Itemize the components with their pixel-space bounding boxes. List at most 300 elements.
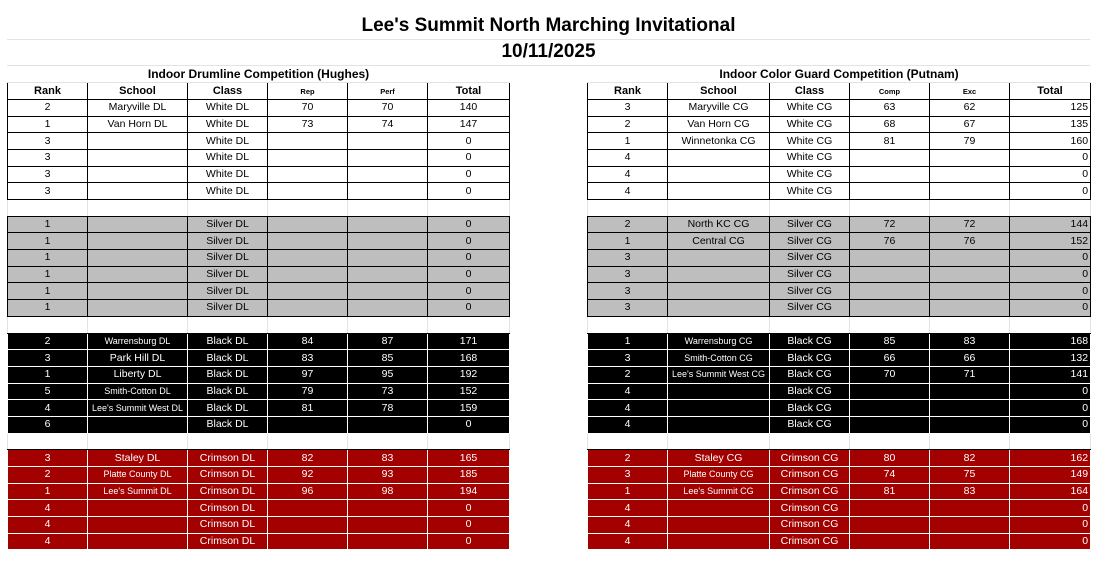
cell-s2 <box>348 183 428 200</box>
cell-s1 <box>268 133 348 150</box>
cell-s2 <box>348 533 428 550</box>
cell-total: 0 <box>428 416 510 433</box>
cell-s2 <box>930 500 1010 517</box>
table-row <box>8 333 510 350</box>
cell-s2 <box>930 533 1010 550</box>
cell-s1: 96 <box>268 483 348 500</box>
cell-class: Crimson CG <box>770 517 850 534</box>
cell-school: Lee's Summit West DL <box>88 400 188 417</box>
cell-school: Smith-Cotton DL <box>88 383 188 400</box>
table-row <box>588 133 1091 150</box>
cell-total: 0 <box>428 149 510 166</box>
cell-class: Silver CG <box>770 250 850 267</box>
cell-school: Warrensburg CG <box>668 333 770 350</box>
cell-rank: 3 <box>8 149 88 166</box>
cell-s1 <box>850 500 930 517</box>
cell-total: 141 <box>1010 366 1091 383</box>
cell-s2 <box>930 400 1010 417</box>
cell-rank: 1 <box>8 250 88 267</box>
cell-s1: 82 <box>268 450 348 467</box>
spacer-row <box>588 200 1091 217</box>
cell-s1: 70 <box>268 99 348 116</box>
table-row <box>588 283 1091 300</box>
cell-total: 0 <box>1010 300 1091 317</box>
cell-rank: 4 <box>8 500 88 517</box>
table-row <box>8 99 510 116</box>
spacer-row <box>8 433 510 450</box>
cell-total: 162 <box>1010 450 1091 467</box>
cell-s2 <box>930 517 1010 534</box>
cell-class: Silver CG <box>770 216 850 233</box>
cell-rank: 2 <box>8 467 88 484</box>
cell-total: 171 <box>428 333 510 350</box>
table-row <box>588 233 1091 250</box>
cell-school <box>668 533 770 550</box>
cell-school <box>88 266 188 283</box>
cell-s1: 72 <box>850 216 930 233</box>
cell-total: 0 <box>1010 416 1091 433</box>
cell-rank: 3 <box>8 183 88 200</box>
cell-total: 165 <box>428 450 510 467</box>
cell-rank: 4 <box>8 533 88 550</box>
cell-s2: 78 <box>348 400 428 417</box>
cell-rank: 2 <box>588 216 668 233</box>
cell-total: 0 <box>1010 250 1091 267</box>
cell-s1 <box>268 149 348 166</box>
cell-total: 0 <box>1010 500 1091 517</box>
cell-total: 144 <box>1010 216 1091 233</box>
table-row <box>588 533 1091 550</box>
cell-s2: 83 <box>930 333 1010 350</box>
cell-s1 <box>850 400 930 417</box>
cell-class: Crimson CG <box>770 450 850 467</box>
cell-total: 168 <box>1010 333 1091 350</box>
cell-s1 <box>850 533 930 550</box>
cell-s1: 83 <box>268 350 348 367</box>
table-row <box>8 416 510 433</box>
cell-s1 <box>850 183 930 200</box>
cell-s1 <box>268 216 348 233</box>
column-header-s2: Exc <box>930 83 1010 100</box>
cell-total: 164 <box>1010 483 1091 500</box>
cell-rank: 1 <box>8 216 88 233</box>
cell-total: 0 <box>1010 166 1091 183</box>
table-row <box>8 300 510 317</box>
cell-s2 <box>348 149 428 166</box>
cell-school <box>88 300 188 317</box>
cell-school <box>668 383 770 400</box>
cell-total: 0 <box>1010 283 1091 300</box>
cell-s1: 74 <box>850 467 930 484</box>
cell-rank: 3 <box>588 99 668 116</box>
cell-class: Crimson CG <box>770 483 850 500</box>
cell-rank: 5 <box>8 383 88 400</box>
cell-class: Silver CG <box>770 300 850 317</box>
table-row <box>588 350 1091 367</box>
cell-class: White DL <box>188 133 268 150</box>
cell-school: Staley DL <box>88 450 188 467</box>
cell-class: Crimson CG <box>770 533 850 550</box>
cell-rank: 4 <box>588 500 668 517</box>
cell-s2: 62 <box>930 99 1010 116</box>
column-header-s1: Comp <box>850 83 930 100</box>
table-row <box>8 350 510 367</box>
table-row <box>588 416 1091 433</box>
table-row <box>8 183 510 200</box>
table-row <box>8 366 510 383</box>
cell-total: 0 <box>428 233 510 250</box>
cell-s2 <box>348 500 428 517</box>
cell-s1: 66 <box>850 350 930 367</box>
cell-rank: 4 <box>588 166 668 183</box>
table-row <box>588 450 1091 467</box>
cell-rank: 3 <box>588 350 668 367</box>
cell-class: Silver DL <box>188 300 268 317</box>
cell-school <box>668 250 770 267</box>
cell-rank: 1 <box>8 366 88 383</box>
cell-rank: 1 <box>588 233 668 250</box>
cell-s2 <box>930 416 1010 433</box>
cell-school <box>88 416 188 433</box>
cell-s2 <box>930 183 1010 200</box>
cell-school <box>88 517 188 534</box>
table-row <box>8 250 510 267</box>
cell-s1 <box>268 183 348 200</box>
cell-s1: 76 <box>850 233 930 250</box>
cell-class: Crimson DL <box>188 517 268 534</box>
table-row <box>8 149 510 166</box>
page-title: Lee's Summit North Marching Invitational <box>7 13 1090 40</box>
cell-school: Lee's Summit CG <box>668 483 770 500</box>
column-header-school: School <box>88 83 188 100</box>
cell-s1 <box>850 266 930 283</box>
drumline-table <box>7 66 510 550</box>
cell-class: White DL <box>188 166 268 183</box>
cell-total: 0 <box>1010 266 1091 283</box>
cell-s1 <box>268 517 348 534</box>
table-row <box>8 383 510 400</box>
cell-rank: 4 <box>588 383 668 400</box>
cell-class: Black CG <box>770 333 850 350</box>
cell-rank: 1 <box>588 133 668 150</box>
column-header-s1: Rep <box>268 83 348 100</box>
cell-class: Black CG <box>770 366 850 383</box>
cell-total: 149 <box>1010 467 1091 484</box>
cell-s2: 74 <box>348 116 428 133</box>
cell-school <box>88 133 188 150</box>
cell-s1 <box>268 233 348 250</box>
table-row <box>8 266 510 283</box>
cell-s2 <box>348 250 428 267</box>
cell-school <box>668 416 770 433</box>
cell-class: White CG <box>770 183 850 200</box>
table-row <box>8 500 510 517</box>
table-row <box>588 116 1091 133</box>
cell-s1 <box>850 517 930 534</box>
cell-total: 194 <box>428 483 510 500</box>
cell-s2 <box>348 233 428 250</box>
cell-class: White CG <box>770 149 850 166</box>
cell-rank: 3 <box>588 266 668 283</box>
cell-rank: 4 <box>8 400 88 417</box>
cell-s2: 95 <box>348 366 428 383</box>
cell-rank: 1 <box>8 233 88 250</box>
cell-total: 160 <box>1010 133 1091 150</box>
cell-school <box>88 183 188 200</box>
cell-s2: 76 <box>930 233 1010 250</box>
cell-class: Black DL <box>188 366 268 383</box>
table-row <box>8 116 510 133</box>
cell-rank: 1 <box>8 266 88 283</box>
table-row <box>588 483 1091 500</box>
cell-class: White DL <box>188 99 268 116</box>
table-row <box>588 500 1091 517</box>
cell-rank: 1 <box>8 116 88 133</box>
cell-total: 0 <box>1010 400 1091 417</box>
cell-s1 <box>850 283 930 300</box>
cell-class: Black DL <box>188 333 268 350</box>
cell-rank: 1 <box>588 483 668 500</box>
colorguard-table <box>587 66 1091 550</box>
cell-school <box>668 166 770 183</box>
cell-s2 <box>930 283 1010 300</box>
cell-s2 <box>348 283 428 300</box>
cell-class: Silver CG <box>770 266 850 283</box>
cell-s2 <box>348 416 428 433</box>
cell-class: Silver DL <box>188 233 268 250</box>
cell-rank: 4 <box>588 416 668 433</box>
cell-s1: 80 <box>850 450 930 467</box>
cell-class: Black CG <box>770 350 850 367</box>
cell-school: Van Horn CG <box>668 116 770 133</box>
cell-total: 0 <box>1010 149 1091 166</box>
cell-class: Black CG <box>770 400 850 417</box>
cell-s1 <box>268 283 348 300</box>
cell-s1 <box>268 266 348 283</box>
cell-class: Silver CG <box>770 283 850 300</box>
table-row <box>8 517 510 534</box>
spacer-row <box>588 433 1091 450</box>
cell-s2 <box>930 149 1010 166</box>
cell-class: White DL <box>188 183 268 200</box>
cell-school <box>668 266 770 283</box>
cell-rank: 4 <box>8 517 88 534</box>
cell-total: 125 <box>1010 99 1091 116</box>
cell-school <box>88 233 188 250</box>
table-row <box>588 266 1091 283</box>
cell-s1 <box>850 383 930 400</box>
cell-school: Maryville DL <box>88 99 188 116</box>
cell-s1 <box>850 250 930 267</box>
cell-s1: 81 <box>268 400 348 417</box>
table-row <box>588 300 1091 317</box>
cell-rank: 4 <box>588 149 668 166</box>
cell-s1 <box>850 300 930 317</box>
cell-total: 0 <box>428 283 510 300</box>
cell-total: 0 <box>428 500 510 517</box>
cell-s2: 70 <box>348 99 428 116</box>
cell-school: Winnetonka CG <box>668 133 770 150</box>
cell-rank: 3 <box>588 300 668 317</box>
cell-s1: 81 <box>850 133 930 150</box>
cell-s2: 83 <box>348 450 428 467</box>
cell-school <box>88 250 188 267</box>
cell-s1: 73 <box>268 116 348 133</box>
cell-class: Crimson DL <box>188 500 268 517</box>
cell-school <box>88 533 188 550</box>
cell-s2: 72 <box>930 216 1010 233</box>
cell-s2: 98 <box>348 483 428 500</box>
cell-rank: 4 <box>588 517 668 534</box>
cell-rank: 2 <box>588 116 668 133</box>
cell-s2: 83 <box>930 483 1010 500</box>
table-row <box>8 483 510 500</box>
cell-school: Maryville CG <box>668 99 770 116</box>
spacer-row <box>8 316 510 333</box>
cell-total: 0 <box>428 183 510 200</box>
cell-s2: 82 <box>930 450 1010 467</box>
cell-school: Central CG <box>668 233 770 250</box>
cell-class: Black CG <box>770 416 850 433</box>
cell-s1: 84 <box>268 333 348 350</box>
cell-class: Black DL <box>188 350 268 367</box>
cell-class: Crimson DL <box>188 467 268 484</box>
cell-school <box>88 149 188 166</box>
section-heading: Indoor Drumline Competition (Hughes) <box>8 66 510 83</box>
table-row <box>588 383 1091 400</box>
cell-school: Van Horn DL <box>88 116 188 133</box>
cell-class: Silver DL <box>188 216 268 233</box>
cell-total: 0 <box>428 166 510 183</box>
cell-class: Crimson DL <box>188 533 268 550</box>
cell-school <box>88 216 188 233</box>
cell-s2 <box>348 166 428 183</box>
cell-total: 0 <box>1010 183 1091 200</box>
table-row <box>588 400 1091 417</box>
cell-total: 0 <box>1010 533 1091 550</box>
cell-school <box>88 500 188 517</box>
cell-school <box>668 183 770 200</box>
section-heading-row <box>8 66 510 83</box>
cell-total: 0 <box>1010 383 1091 400</box>
table-row <box>8 133 510 150</box>
table-row <box>8 533 510 550</box>
cell-rank: 1 <box>8 300 88 317</box>
cell-rank: 3 <box>8 350 88 367</box>
cell-total: 0 <box>428 266 510 283</box>
cell-rank: 3 <box>588 467 668 484</box>
cell-class: Silver DL <box>188 283 268 300</box>
cell-total: 185 <box>428 467 510 484</box>
cell-school: Platte County DL <box>88 467 188 484</box>
cell-s2 <box>930 383 1010 400</box>
cell-class: Crimson DL <box>188 483 268 500</box>
cell-s2 <box>348 517 428 534</box>
cell-school <box>668 300 770 317</box>
cell-s1: 97 <box>268 366 348 383</box>
cell-school: Liberty DL <box>88 366 188 383</box>
column-header-total: Total <box>1010 83 1091 100</box>
cell-school <box>668 400 770 417</box>
cell-school: Lee's Summit West CG <box>668 366 770 383</box>
cell-s2 <box>930 166 1010 183</box>
cell-total: 0 <box>428 216 510 233</box>
cell-total: 0 <box>428 250 510 267</box>
cell-class: White CG <box>770 133 850 150</box>
cell-total: 0 <box>428 133 510 150</box>
cell-s2: 66 <box>930 350 1010 367</box>
column-header-class: Class <box>770 83 850 100</box>
cell-rank: 3 <box>8 166 88 183</box>
cell-s1: 70 <box>850 366 930 383</box>
cell-class: Silver DL <box>188 250 268 267</box>
cell-total: 0 <box>1010 517 1091 534</box>
column-header-rank: Rank <box>8 83 88 100</box>
table-row <box>8 467 510 484</box>
cell-school <box>668 517 770 534</box>
cell-rank: 2 <box>8 333 88 350</box>
cell-class: Crimson DL <box>188 450 268 467</box>
cell-total: 0 <box>428 533 510 550</box>
table-row <box>588 99 1091 116</box>
cell-class: White DL <box>188 116 268 133</box>
cell-total: 159 <box>428 400 510 417</box>
cell-rank: 6 <box>8 416 88 433</box>
cell-s1: 81 <box>850 483 930 500</box>
table-row <box>8 216 510 233</box>
cell-rank: 4 <box>588 400 668 417</box>
cell-s1 <box>850 166 930 183</box>
cell-s2: 87 <box>348 333 428 350</box>
cell-class: White CG <box>770 166 850 183</box>
cell-class: White CG <box>770 116 850 133</box>
cell-school <box>88 166 188 183</box>
cell-class: Crimson CG <box>770 467 850 484</box>
cell-rank: 2 <box>588 450 668 467</box>
spacer-row <box>8 200 510 217</box>
cell-school <box>668 500 770 517</box>
cell-s1: 79 <box>268 383 348 400</box>
cell-s2: 67 <box>930 116 1010 133</box>
cell-s2: 73 <box>348 383 428 400</box>
table-row <box>588 183 1091 200</box>
cell-school: Lee's Summit DL <box>88 483 188 500</box>
column-header-total: Total <box>428 83 510 100</box>
cell-s2: 71 <box>930 366 1010 383</box>
cell-s1 <box>268 166 348 183</box>
cell-school: Staley CG <box>668 450 770 467</box>
cell-s2: 93 <box>348 467 428 484</box>
cell-class: Silver DL <box>188 266 268 283</box>
cell-s1: 92 <box>268 467 348 484</box>
section-heading-row <box>588 66 1091 83</box>
cell-s1 <box>850 416 930 433</box>
cell-class: Crimson CG <box>770 500 850 517</box>
table-row <box>588 366 1091 383</box>
cell-total: 147 <box>428 116 510 133</box>
cell-s2 <box>348 300 428 317</box>
cell-s2 <box>348 266 428 283</box>
cell-class: White DL <box>188 149 268 166</box>
cell-class: Silver CG <box>770 233 850 250</box>
cell-s1 <box>268 300 348 317</box>
cell-rank: 2 <box>588 366 668 383</box>
cell-school: Warrensburg DL <box>88 333 188 350</box>
table-row <box>8 283 510 300</box>
table-row <box>588 149 1091 166</box>
cell-school: North KC CG <box>668 216 770 233</box>
cell-s2 <box>348 133 428 150</box>
